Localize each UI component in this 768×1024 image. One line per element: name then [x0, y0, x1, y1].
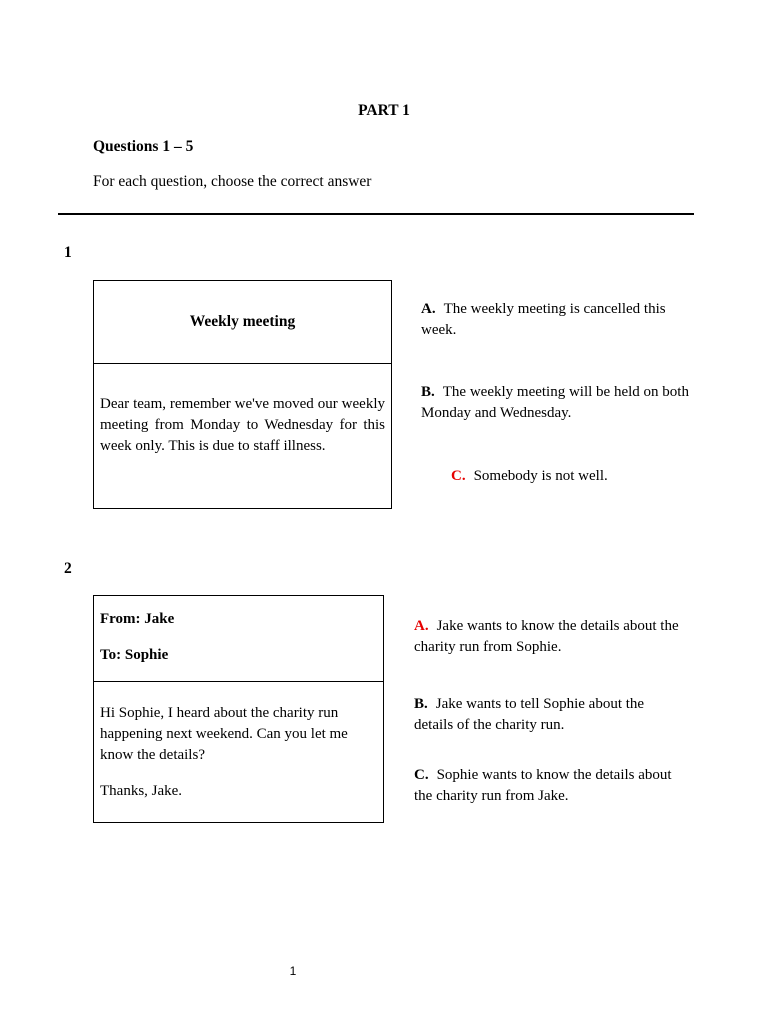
option-text: Jake wants to tell Sophie about the details of the charity run.: [414, 696, 645, 733]
option-text: Somebody is not well.: [473, 468, 608, 484]
option-letter-highlighted: C.: [451, 468, 466, 484]
option-text: Jake wants to know the details about the charity run from Sophie.: [414, 618, 679, 655]
option-text: The weekly meeting is cancelled this week.: [421, 301, 666, 338]
option-letter: B.: [421, 384, 435, 400]
option-text: Sophie wants to know the details about the charity run from Jake.: [414, 767, 672, 804]
option-a[interactable]: [421, 299, 691, 341]
horizontal-divider: [58, 213, 694, 215]
message-content: [94, 681, 383, 822]
option-letter: A.: [421, 301, 436, 317]
message-box: [93, 595, 384, 823]
option-b[interactable]: [421, 382, 691, 424]
instruction-text: For each question, choose the correct answer: [93, 173, 372, 190]
notice-body: Dear team, remember we've moved our weekly meeting from Monday to Wednesday for this week only. This is due to staff illness.: [94, 363, 391, 508]
option-c[interactable]: [451, 466, 691, 487]
page-number: 1: [289, 964, 297, 978]
option-c[interactable]: [414, 765, 684, 807]
option-letter-highlighted: A.: [414, 618, 429, 634]
option-letter: B.: [414, 696, 428, 712]
notice-box: [93, 280, 392, 509]
message-to: To: Sophie: [100, 647, 169, 663]
option-letter: C.: [414, 767, 429, 783]
option-a[interactable]: [414, 616, 684, 658]
message-body: Hi Sophie, I heard about the charity run happening next weekend. Can you let me know the details?: [100, 705, 348, 763]
page-title: PART 1: [358, 102, 410, 119]
message-header: [94, 596, 383, 681]
question-number: 2: [64, 560, 72, 577]
notice-title: Weekly meeting: [189, 313, 296, 330]
question-number: 1: [64, 244, 72, 261]
option-text: The weekly meeting will be held on both Monday and Wednesday.: [421, 384, 689, 421]
message-from: From: Jake: [100, 611, 175, 627]
message-signoff: Thanks, Jake.: [100, 783, 183, 799]
questions-heading: Questions 1 – 5: [93, 138, 194, 155]
option-b[interactable]: [414, 694, 684, 736]
